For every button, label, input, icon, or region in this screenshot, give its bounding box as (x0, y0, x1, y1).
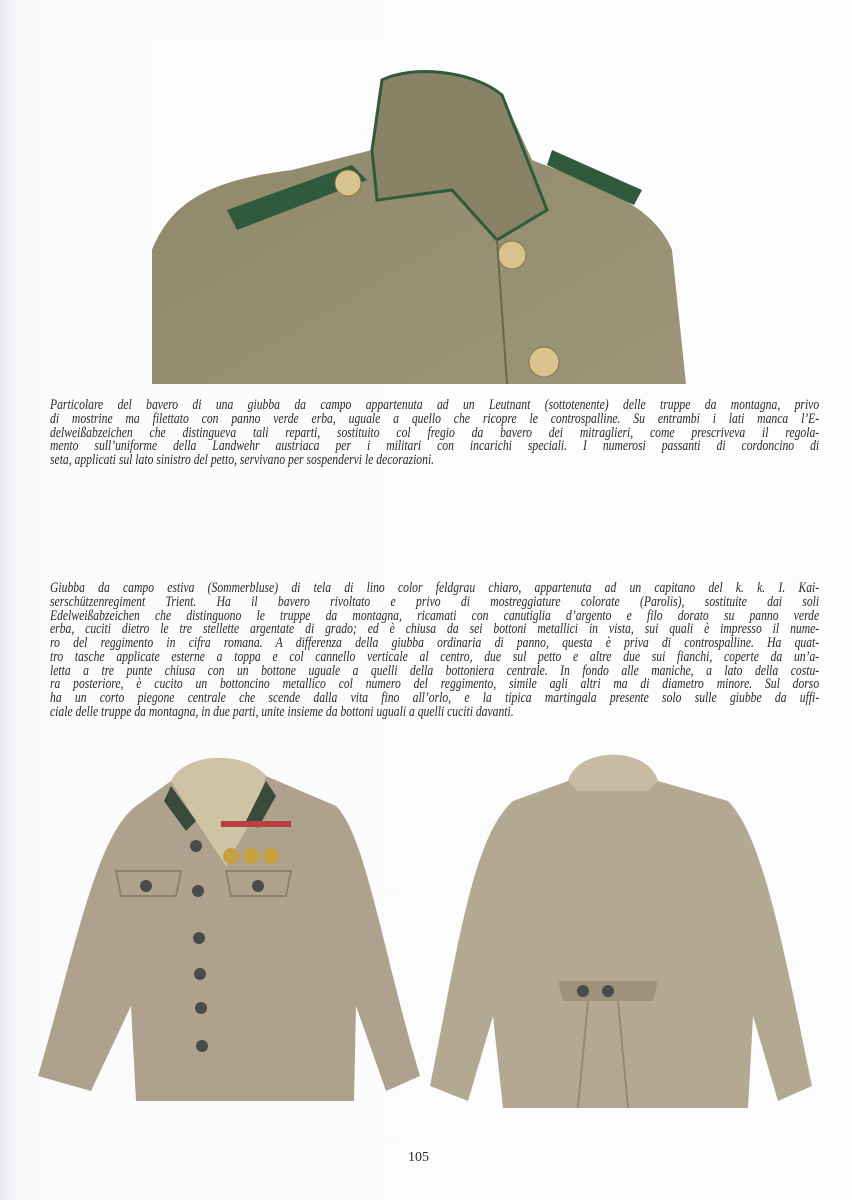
caption-line: ha un corto piegone centrale che scende dalla vita fino all’orlo, e la tipica martingala presente solo sulle giubbe da uffi- (50, 690, 820, 706)
caption-line: ro del reggimento in cifra romana. A differenza della giubba ordinaria di panno, questa è priva di controspalline. Ha quat- (50, 635, 820, 651)
photo-collar-detail (152, 40, 686, 384)
caption-line: letta a tre punte chiusa con un bottone uguale a quelli della bottoniera centrale. In fondo alle maniche, a lato della costu- (50, 662, 820, 679)
caption-line: tro tasche applicate esterne a toppa e col cannello verticale al centro, due sul petto e altre due sui fianchi, coperte da un’a- (50, 648, 820, 665)
caption-line: ra posteriore, è cucito un bottoncino metallico col numero del reggimento, simile agli altri ma di diametro minore. Sul dorso (50, 676, 820, 693)
caption-line: Particolare del bavero di una giubba da campo appartenuta ad un Leutnant (sottotenente) delle truppe da montagna, privo (50, 397, 820, 413)
caption-line: seta, applicati sul lato sinistro del petto, servivano per sospendervi le decorazioni. (50, 452, 435, 468)
caption-line: mento sull’uniforme della Landwehr austriaca per i militari con incarichi speciali. I numerosi passanti di cordoncino di (50, 438, 820, 455)
caption-line: erba, cuciti dietro le tre stellette argentate di grado; ed è chiusa da sei bottoni metallici in vista, sui quali è impresso il nume- (50, 621, 820, 638)
caption-line: delweißabzeichen che distingueva tali reparti, sostituito col fregio da bavero dei mitraglieri, come prescriveva il regola- (50, 424, 820, 441)
caption-summer-tunic (50, 582, 819, 720)
caption-line: di mostrine ma filettato con panno verde erba, uguale a quello che ricopre le controspalline. Su entrambi i lati manca l’E- (50, 410, 820, 427)
photo-tunic-back (428, 746, 814, 1112)
caption-line: Giubba da campo estiva (Sommerbluse) di tela di lino color feldgrau chiaro, appartenuta ad un capitano del k. k. I. Kai- (50, 580, 820, 596)
caption-line: ciale delle truppe da montagna, in due parti, unite insieme da bottoni uguali a quelli cuciti davanti. (50, 703, 514, 720)
caption-line: Edelweißabzeichen che distinguono le truppe da montagna, ricamati con canutiglia d’argento e filo dorato su panno verde (50, 607, 820, 624)
photo-tunic-front (36, 746, 422, 1112)
caption-collar-detail (50, 399, 819, 468)
page-number: 105 (408, 1150, 429, 1165)
caption-line: serschützenregiment Trient. Ha il bavero rivoltato e privo di mostreggiature colorate (Parolis), sostituite dai soli (50, 593, 820, 610)
